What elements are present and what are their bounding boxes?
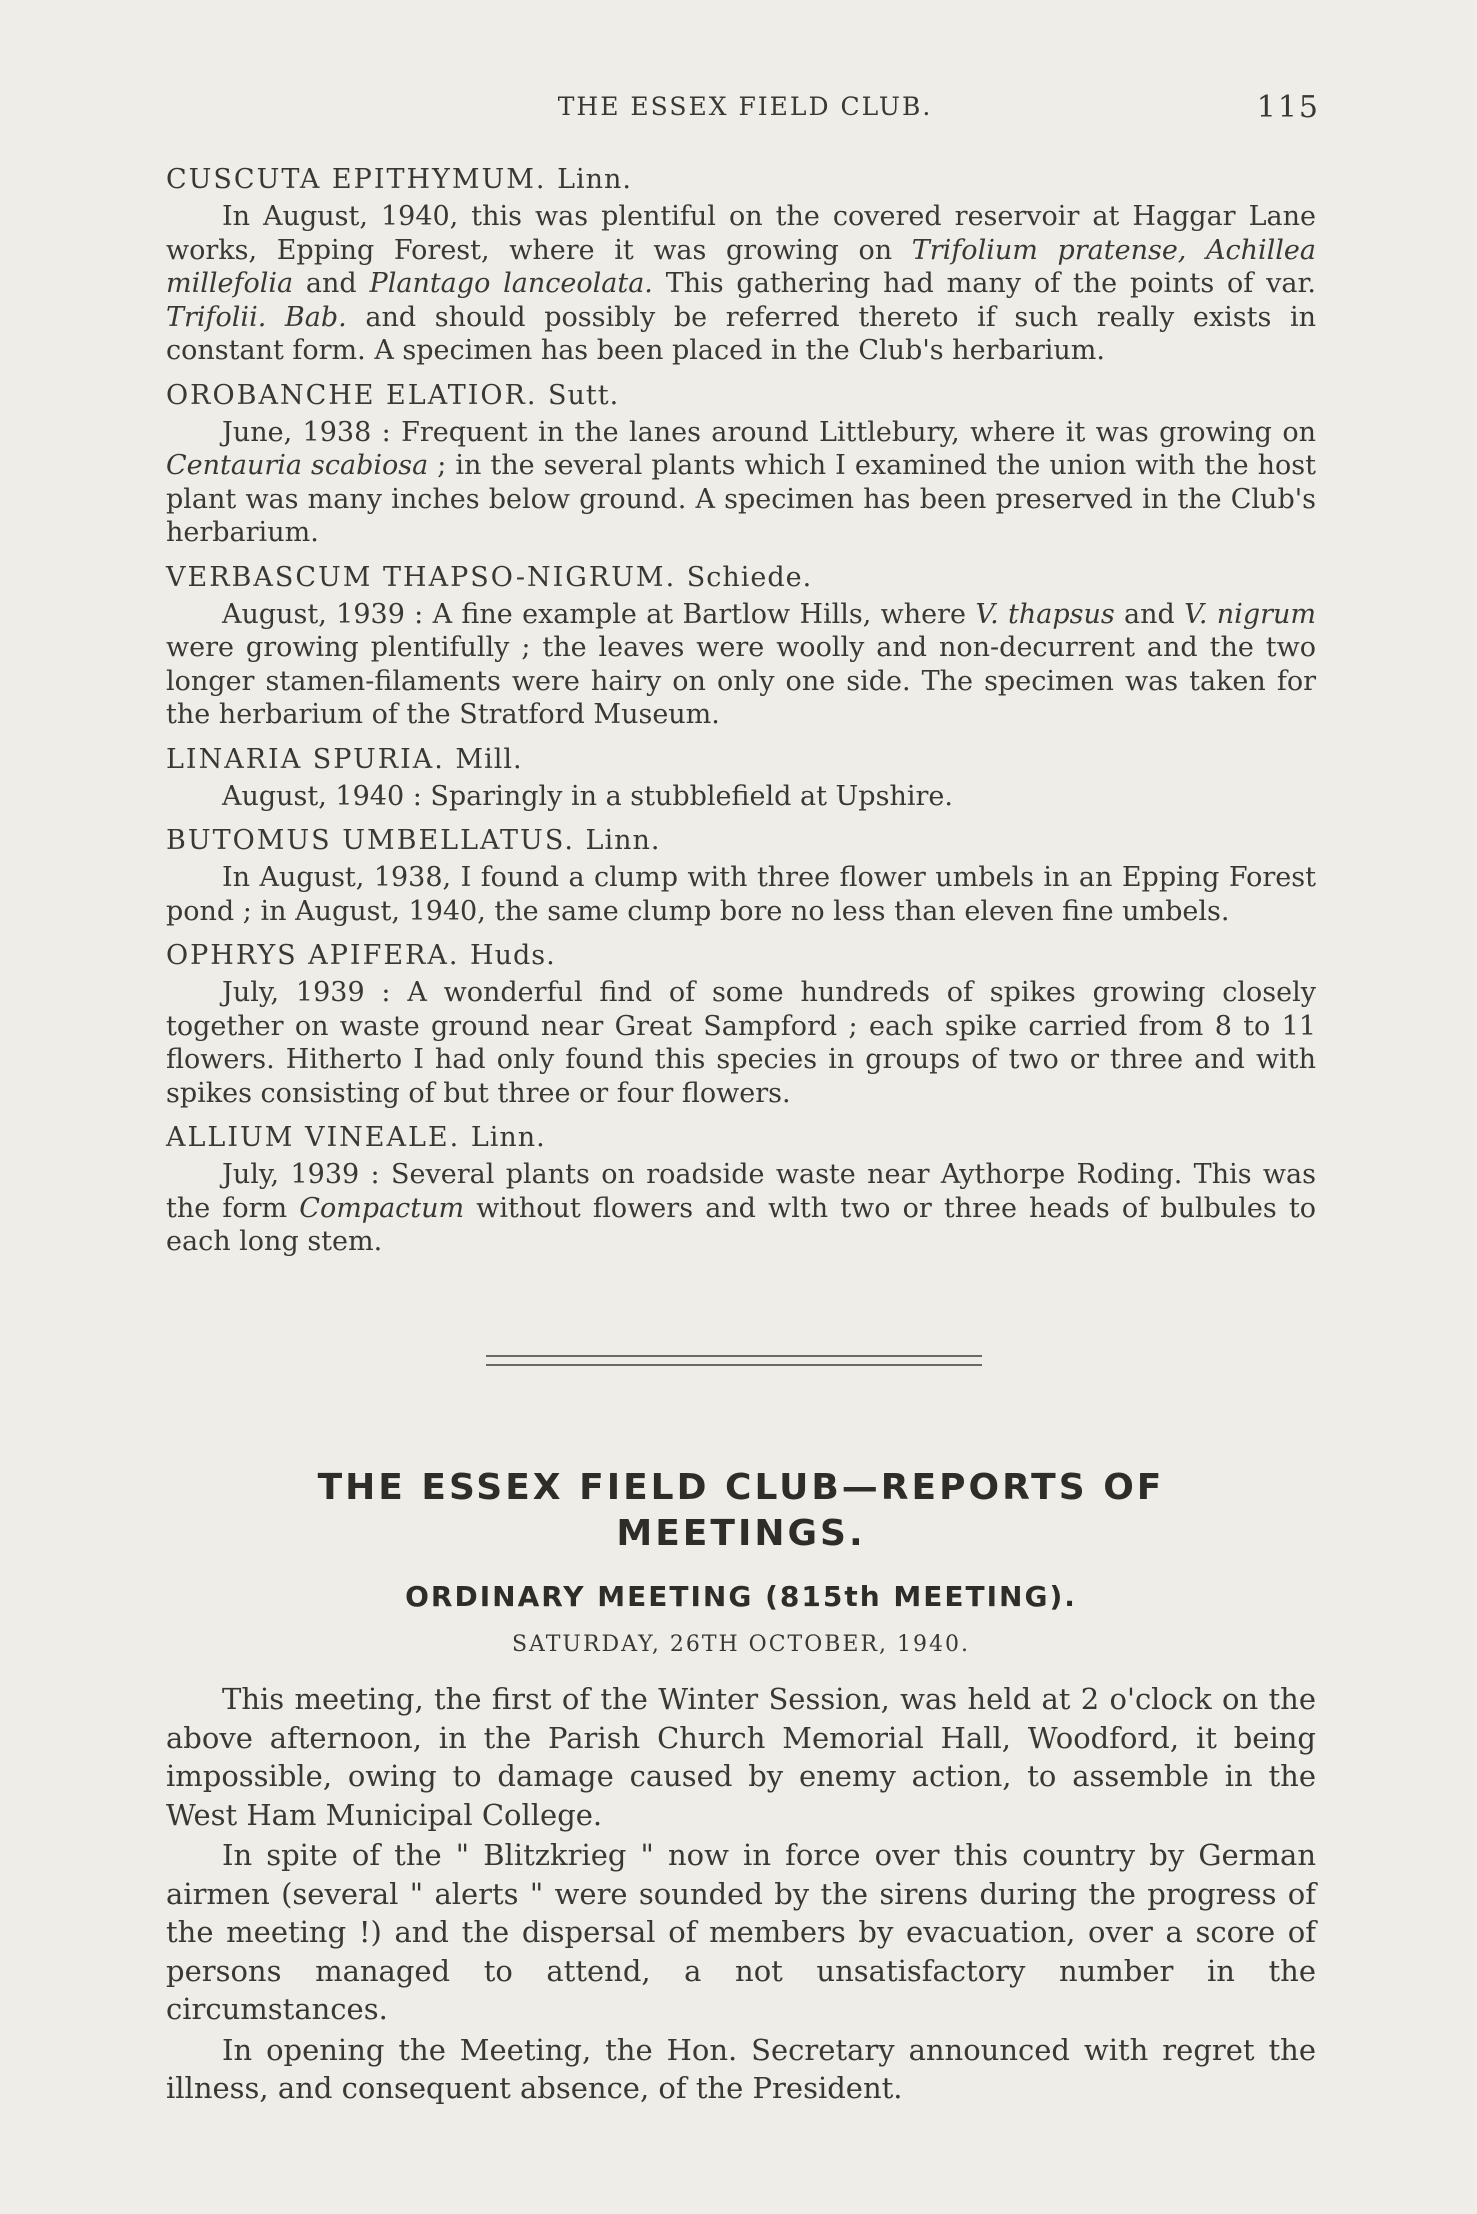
note-text: and xyxy=(293,268,370,299)
species-note xyxy=(166,1158,1316,1259)
species-heading xyxy=(166,160,1316,200)
species-authority: Huds. xyxy=(470,940,556,971)
italic-text: V. thapsus xyxy=(975,598,1115,630)
note-text: In August, 1940, this was plentiful on the covered reservoir at Haggar Lane works, Epping Forest, where it was growing on xyxy=(166,201,1316,266)
species-authority: Linn. xyxy=(585,825,661,856)
species-authority: Linn. xyxy=(557,164,633,195)
note-text: August, 1939 : A fine example at Bartlow Hills, where xyxy=(222,598,976,630)
species-heading xyxy=(166,1118,1316,1158)
reports-title-line1: THE ESSEX FIELD CLUB—REPORTS OF xyxy=(317,1467,1165,1508)
note-text: This gathering had many of the points of var. xyxy=(652,268,1316,299)
report-paragraph: In opening the Meeting, the Hon. Secretary announced with regret the illness, and consequent absence, of the President. xyxy=(166,2032,1316,2105)
note-text: and should possibly be referred thereto if such really exists in constant form. A specimen has been placed in the Club's herbarium. xyxy=(166,301,1316,366)
species-note xyxy=(166,861,1316,928)
species-name: VERBASCUM THAPSO-NIGRUM. xyxy=(166,561,677,593)
species-name: LINARIA SPURIA. xyxy=(166,743,445,775)
species-name: ALLIUM VINEALE. xyxy=(166,1122,461,1153)
note-text: and xyxy=(1114,598,1185,630)
species-records xyxy=(166,160,1316,1267)
note-text: July, 1939 : Several plants on roadside waste near Aythorpe Roding. This was the form xyxy=(166,1159,1316,1224)
italic-text: Plantago lanceolata. xyxy=(369,268,653,299)
species-name: OROBANCHE ELATIOR. xyxy=(166,379,538,411)
species-entry xyxy=(166,160,1316,368)
species-heading xyxy=(166,558,1316,598)
species-authority: Schiede. xyxy=(686,561,813,593)
species-authority: Linn. xyxy=(470,1122,546,1153)
species-entry xyxy=(166,558,1316,732)
italic-text: V. nigrum xyxy=(1184,598,1317,630)
note-text: were growing plentifully ; the leaves were woolly and non-decurrent and the two longer stamen-filaments were hairy on only one side. The specimen was taken for the herbarium of the Stratford Museum. xyxy=(166,632,1316,730)
species-note xyxy=(166,976,1316,1110)
note-text: ; in the several plants which I examined the union with the host plant was many inches below ground. A specimen has been preserved in the Club's herbarium. xyxy=(166,450,1316,548)
species-name: CUSCUTA EPITHYMUM. xyxy=(166,164,547,195)
meeting-date: SATURDAY, 26TH OCTOBER, 1940. xyxy=(511,1632,971,1657)
species-authority: Mill. xyxy=(455,743,523,775)
section-divider xyxy=(486,1355,982,1366)
species-note xyxy=(166,780,1316,814)
note-text: without flowers and wlth two or three heads of bulbules to each long stem. xyxy=(166,1192,1317,1257)
species-entry xyxy=(166,376,1316,550)
note-text: July, 1939 : A wonderful find of some hundreds of spikes growing closely together on waste ground near Great Sampford ; each spike carried from 8 to 11 flowers. Hitherto I had only found this species in groups of two or three and with spikes consisting of but three or four flowers. xyxy=(166,977,1316,1109)
italic-text: Trifolium pratense, Achillea millefolia xyxy=(166,234,1316,299)
report-paragraph: In spite of the " Blitzkrieg " now in force over this country by German airmen (several " alerts " were sounded by the sirens during the progress of the meeting !) and the dispersal of members by evacuation, over a score of persons managed to attend, a not unsatisfactory number in the circumstances. xyxy=(166,1838,1316,2026)
species-note xyxy=(166,416,1316,550)
species-entry xyxy=(166,1118,1316,1259)
species-entry xyxy=(166,936,1316,1110)
species-heading xyxy=(166,821,1316,861)
ordinary-meeting-heading: ORDINARY MEETING (815th MEETING). xyxy=(405,1580,1077,1613)
species-heading xyxy=(166,376,1316,416)
species-note xyxy=(166,598,1316,732)
running-head xyxy=(170,90,1320,130)
report-paragraph: This meeting, the first of the Winter Session, was held at 2 o'clock on the above afternoon, in the Parish Church Memorial Hall, Woodford, it being impossible, owing to damage caused by enemy action, to assemble in the West Ham Municipal College. xyxy=(166,1682,1316,1832)
species-entry xyxy=(166,821,1316,928)
species-authority: Sutt. xyxy=(548,379,620,411)
reports-title-line2: MEETINGS. xyxy=(616,1513,866,1554)
species-note xyxy=(166,200,1316,368)
note-text: June, 1938 : Frequent in the lanes around Littlebury, where it was growing on xyxy=(222,416,1316,448)
species-heading xyxy=(166,936,1316,976)
meeting-report xyxy=(166,1680,1316,2110)
species-name: BUTOMUS UMBELLATUS. xyxy=(166,825,575,856)
species-name: OPHRYS APIFERA. xyxy=(166,940,460,971)
italic-text: Centauria scabiosa xyxy=(166,450,429,481)
note-text: In August, 1938, I found a clump with three flower umbels in an Epping Forest pond ; in August, 1940, the same clump bore no less than eleven fine umbels. xyxy=(166,862,1316,927)
note-text: August, 1940 : Sparingly in a stubblefield at Upshire. xyxy=(222,780,953,812)
italic-text: Compactum xyxy=(299,1192,465,1224)
reports-title xyxy=(166,1465,1316,1557)
running-head-title: THE ESSEX FIELD CLUB. xyxy=(557,92,933,121)
italic-text: Trifolii. Bab. xyxy=(166,301,347,333)
page-number: 115 xyxy=(1256,90,1320,125)
species-entry xyxy=(166,740,1316,814)
species-heading xyxy=(166,740,1316,780)
